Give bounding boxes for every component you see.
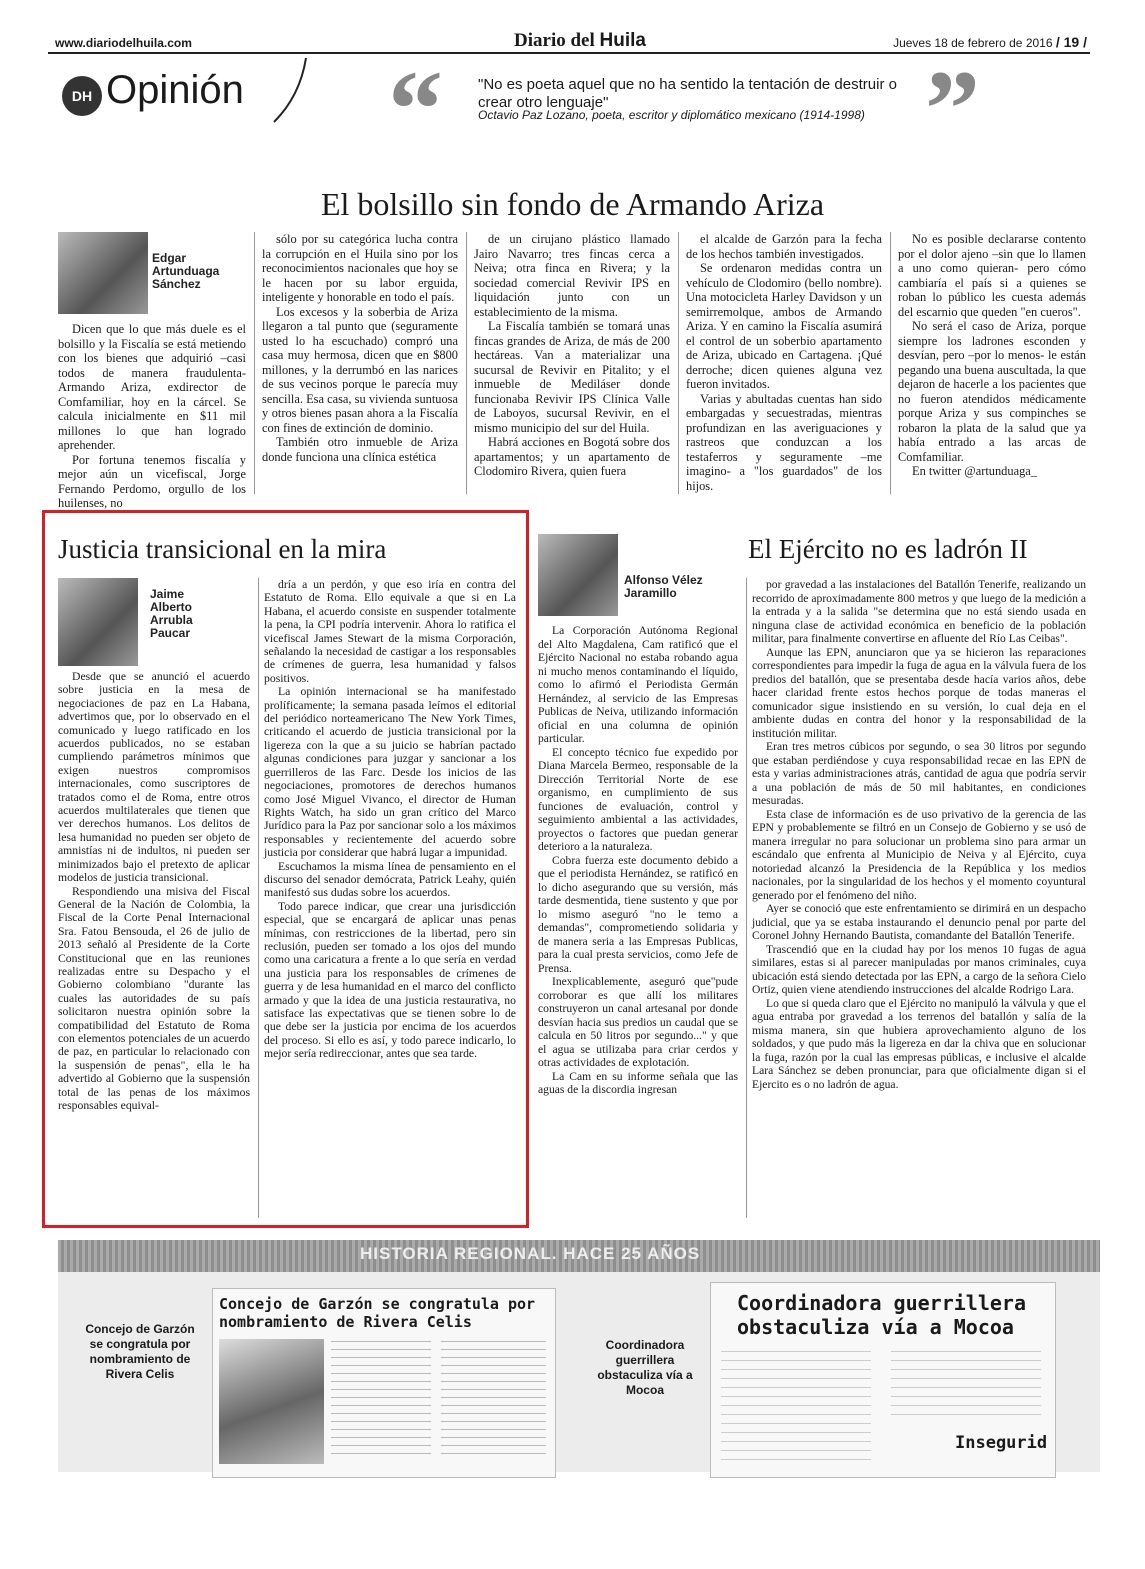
- paper-name-part2: Huila: [599, 30, 646, 51]
- paragraph: Esta clase de información es de uso privativo de la gerencia de las EPN y probablemente se filtró en un Consejo de Gobierno y se usó de manera irregular no para solucionar un problema sino para armar un escándalo que enfrenta al Municipio de Neiva y al Ejército, cuya notoriedad alcanzó la Presidencia de la República y los medios nacionales, por la singularidad de los hechos y el momento coyuntural generado por el fenómeno del niño.: [752, 807, 1086, 902]
- author-line: Jaime: [150, 587, 185, 601]
- paragraph: La opinión internacional se ha manifestado prolíficamente; la semana pasada leímos el editorial del periódico norteamericano The New York Times, criticando el acuerdo de justicia transicional por la ligereza con la que a su juicio se habrían pactado algunas condiciones para juzgar y sancionar a los guerrilleros de las Farc. Desde los inicios de las negociaciones, promotores de derechos humanos como José Miguel Vivanco, el director de Human Rights Watch, ha sido un gran crítico del Marco Jurídico para la Paz por sancionar solo a los máximos responsables y recientemente del acuerdo sobre justicia por considerar que habrá lugar a impunidad.: [264, 685, 516, 860]
- column-divider: [678, 232, 679, 494]
- column-divider: [890, 232, 891, 494]
- article2-column-1: [58, 670, 250, 1112]
- article1-headline: El bolsillo sin fondo de Armando Ariza: [320, 186, 825, 222]
- paragraph: de un cirujano plástico llamado Jairo Navarro; tres fincas cerca a Neiva; otra finca en Rivera; y la sociedad comercial Revivir IPS en liquidación junto con un establecimiento de la misma.: [474, 232, 670, 319]
- column-divider: [258, 578, 259, 1218]
- clipping-caption: Concejo de Garzón se congratula por nombramiento de Rivera Celis: [85, 1322, 195, 1381]
- paragraph: La Cam en su informe señala que las aguas de la discordia ingresan: [538, 1069, 738, 1096]
- paragraph: También otro inmueble de Ariza donde funciona una clínica estética: [262, 435, 458, 464]
- paragraph: el alcalde de Garzón para la fecha de los hechos también investigados.: [686, 232, 882, 261]
- paragraph: Cobra fuerza este documento debido a que el periodista Hernández, se ratificó en lo dicho asegurando que su versión, más tarde desmentida, tiene sustento y que por lo mismo aseguró "no le temo a demandas", comprometiendo solidaria y de manera seria a las Empresas Publicas, para la cual presta servicios, como Jefe de Prensa.: [538, 853, 738, 975]
- paragraph: Dicen que lo que más duele es el bolsillo y la Fiscalía se está metiendo con los bienes que adquirió –casi todos de manera fraudulenta- Armando Ariza, exdirector de Comfamiliar, hoy en la cárcel. Se calcula inicialmente en $11 mil millones lo que han logrado aprehender.: [58, 322, 246, 452]
- clipping-photo: [219, 1339, 324, 1464]
- dh-logo: DH: [62, 76, 102, 116]
- article3-headline: El Ejército no es ladrón II: [748, 534, 1028, 564]
- author-line: Paucar: [150, 626, 191, 640]
- paragraph: Varias y abultadas cuentas han sido embargadas y secuestradas, mientras profundizan en las averiguaciones y rastreos que conduzcan a los testaferros y seguramente –me imagino- a "los guardados" de los hijos.: [686, 391, 882, 493]
- article1-column-3: [474, 232, 670, 479]
- paragraph: Todo parece indicar, que crear una jurisdicción especial, que se encargará de aplicar unas penas mínimas, con restricciones de la libertad, pero sin reclusión, pueden ser tomado a los ojos del mundo como una caricatura a frente a lo que sería en verdad una justicia para los responsables de crímenes de guerra y de lesa humanidad en el marco del conflicto armado y que la idea de una justicia restaurativa, no satisface las expectativas que se tienen sobre lo de que debe ser la justicia por encima de los acuerdos del proceso. Si ello es así, y todo parece indicarlo, lo mejor sería redireccionar, antes que sea tarde.: [264, 899, 516, 1061]
- article2-column-2: [264, 578, 516, 1061]
- clipping-headline: Coordinadora guerrillera obstaculiza vía a Mocoa: [737, 1291, 1026, 1339]
- paragraph: No es posible declararse contento por el dolor ajeno –sin que lo llamen a uno como quieran- pero cómo cambiaría el país si a quienes se roban lo público les cuesta además del escarnio que queden "en cueros".: [898, 232, 1086, 319]
- author-photo: [538, 534, 618, 616]
- paragraph: Eran tres metros cúbicos por segundo, o sea 30 litros por segundo que estaban perdiéndose y cuya responsabilidad recae en las EPN de esta y varias administraciones atrás, cantidad de agua que podría servir a una población de más de 50 mil habitantes, en condiciones mesuradas.: [752, 740, 1086, 807]
- paragraph: sólo por su categórica lucha contra la corrupción en el Huila sino por los reconocimientos nacionales que hoy se le hacen por su labor erguida, inteligente y honorable en todo el país.: [262, 232, 458, 304]
- paper-name-part1: Diario del: [514, 30, 595, 51]
- paragraph: Inexplicablemente, aseguró que"pude corroborar es que allí los militares construyeron un canal artesanal por donde desvían hacia sus predios un caudal que se calcula en 50 litros por segundo..." y que el agua se utilizaba para criar cerdos y otras actividades de explotación.: [538, 975, 738, 1069]
- clipping-body-text: [891, 1351, 1041, 1421]
- paragraph: Se ordenaron medidas contra un vehículo de Clodomiro (bello nombre). Una motocicleta Harley Davidson y un semirremolque, ambos de Armando Ariza. Y en camino la Fiscalía asumirá el control de un soberbio apartamento de Ariza, ubicado en Cartagena. ¡Qué derroche; dicen quienes alguna vez fueron invitados.: [686, 261, 882, 391]
- paragraph: Respondiendo una misiva del Fiscal General de la Nación de Colombia, la Fiscal de la Corte Penal Internacional Sra. Fatou Bensouda, el 26 de julio de 2013 señaló al Presidente de la Corte Constitucional que en las reuniones realizadas entre su Despacho y el Gobierno colombiano "durante las cuales las autoridades de su país solicitaron nuestra opinión sobre la compatibilidad del Estatuto de Roma con elementos potenciales de un acuerdo de paz, en particular lo relacionado con la suspensión de penas", ella le ha advertido al Gobierno que la suspensión total de las penas de los máximos responsables equival-: [58, 884, 250, 1112]
- clipping-headline: Concejo de Garzón se congratula por nombramiento de Rivera Celis: [219, 1295, 536, 1331]
- paragraph: En twitter @artunduaga_: [912, 464, 1037, 478]
- clipping-body-text: [441, 1341, 546, 1461]
- column-divider: [746, 578, 747, 1218]
- paragraph: dría a un perdón, y que eso iría en contra del Estatuto de Roma. Ello equivale a que si en La Habana, el acuerdo consiste en suspender totalmente la pena, la CPI podría intervenir. Ahora lo ratifica el vicefiscal James Stewart de la misma Corporación, señalando la necesidad de castigar a los responsables de crímenes de guerra, lesa humanidad y falsos positivos.: [264, 578, 516, 685]
- page-number: / 19 /: [1055, 34, 1087, 50]
- paragraph: Trascendió que en la ciudad hay por los menos 10 fugas de agua similares, estas si al parecer manipuladas por manos criminales, cuya ubicación está siendo detectada por las EPN, a cargo de la señora Cielo Ortiz, quien viene atendiendo instrucciones del alcalde Rodrigo Lara.: [752, 942, 1086, 996]
- paragraph: Escuchamos la misma línea de pensamiento en el discurso del senador demócrata, Patrick Leahy, quién manifestó sus dudas sobre los acuerdos.: [264, 859, 516, 900]
- section-title: Opinión: [106, 68, 244, 112]
- open-quote-icon: “: [388, 48, 443, 170]
- paragraph: Ayer se conoció que este enfrentamiento se dirimirá en un despacho judicial, que ya se estaba instaurando el denuncio penal por parte del Coronel Johny Hernando Bautista, comandante del Batallón Tenerife.: [752, 902, 1086, 942]
- clipping-body-text: [331, 1341, 431, 1461]
- close-quote-icon: ”: [925, 48, 980, 170]
- article3-column-1: [538, 624, 738, 1097]
- quote-source: Octavio Paz Lozano, poeta, escritor y diplomático mexicano (1914-1998): [478, 108, 865, 122]
- author-photo: [58, 578, 138, 666]
- paragraph: por gravedad a las instalaciones del Batallón Tenerife, realizando un recorrido de aproximadamente 800 metros y que luego de la medición a la entrada y a la salida "se determina que no está siendo usada en ninguna clase de actividad económica en beneficio de la población militar, para finalmente convertirse en afluente del Río Las Ceibas".: [752, 578, 1086, 645]
- article1-column-5: [898, 232, 1086, 479]
- article2-headline: Justicia transicional en la mira: [58, 534, 387, 564]
- paragraph: Por fortuna tenemos fiscalía y mejor aún un vicefiscal, Jorge Fernando Perdomo, orgullo de los huilenses, no: [58, 452, 246, 510]
- article1-column-1: [58, 322, 246, 511]
- paragraph: Los excesos y la soberbia de Ariza llegaron a tal punto que (seguramente usted lo ha escuchado) compró una casa muy hermosa, dicen que en $800 millones, y la derrumbó en las narices de sus vecinos porque le parecía muy sencilla. Esa casa, su vivienda suntuosa y otros bienes pasan ahora a la Fiscalía con fines de extinción de dominio.: [262, 304, 458, 435]
- author-line: Jaramillo: [624, 586, 677, 600]
- paragraph: El concepto técnico fue expedido por Diana Marcela Bermeo, responsable de la Dirección Territorial Norte de ese organismo, en cumplimiento de sus funciones de evaluación, control y seguimiento ambiental a las actividades, proyectos o factores que puedan generar deterioro a la naturaleza.: [538, 745, 738, 853]
- paragraph: Aunque las EPN, anunciaron que ya se hicieron las reparaciones correspondientes para impedir la fuga de agua en la válvula fuera de los predios del batallón, que se presentaba desde hacía varios años, debe hacer claridad frente estos hechos porque de todas maneras el comunicador sigue insistiendo en su versión, lo cual deja en el ambiente dudas en contra del honor y la responsabilidad de la institución militar.: [752, 645, 1086, 740]
- clipping-footer: Insegurid: [955, 1433, 1048, 1453]
- article3-column-2: [752, 578, 1086, 1091]
- article1-column-4: [686, 232, 882, 493]
- paragraph: No será el caso de Ariza, porque siempre los ladrones esconden y desvían, pero –por lo menos- le están pegando una buena auscultada, la que dejaron de hacerle a los pacientes que no fueron atendidos médicamente porque Ariza y sus compinches se robaron la plata de la salud que ya había entrado a las arcas de Comfamiliar.: [898, 319, 1086, 464]
- author-line: Artunduaga: [152, 264, 220, 278]
- article1-author: [152, 252, 250, 291]
- author-line: Sánchez: [152, 277, 201, 291]
- article3-author: [624, 574, 724, 600]
- clipping-caption: Coordinadora guerrillera obstaculiza vía a Mocoa: [597, 1338, 693, 1397]
- article1-column-2: [262, 232, 458, 464]
- site-url[interactable]: www.diariodelhuila.com: [55, 36, 192, 50]
- author-line: Alberto: [150, 600, 192, 614]
- clipping-body-text: [721, 1351, 871, 1461]
- column-divider: [466, 232, 467, 494]
- paragraph: La Fiscalía también se tomará unas fincas grandes de Ariza, de más de 200 hectáreas. Van a materializar una sucursal de Revivir en Pitalito; y el inmueble de Mediláser donde funcionaba Revivir IPS Clínica Valle de Laboyos, sucursal Revivir, en el mismo municipio del sur del Huila.: [474, 319, 670, 435]
- quote-text: "No es poeta aquel que no ha sentido la tentación de destruir o crear otro lenguaje": [478, 76, 897, 111]
- paper-name: [460, 30, 700, 52]
- paragraph: Habrá acciones en Bogotá sobre dos apartamentos; y un apartamento de Clodomiro Rivera, quien fuera: [474, 435, 670, 478]
- article2-author: [150, 588, 250, 640]
- author-line: Edgar: [152, 251, 187, 265]
- historic-clipping: [212, 1288, 556, 1478]
- paragraph: Lo que si queda claro que el Ejército no manipuló la válvula y que el agua entraba por gravedad a los terrenos del batallón y salía de la misma manera, sin que hubiera aprovechamiento alguno de los soldados, y que pudo más la ligereza en dar la chiva que en solucionar la fuga, razón por la cual las empresas públicas, e inclusive el alcalde Lara Sánchez se deben pronunciar, para que oficialmente digan si el Ejercito es o no ladrón de agua.: [752, 996, 1086, 1091]
- column-divider: [254, 232, 255, 494]
- historic-clipping: [710, 1282, 1056, 1478]
- decorative-slash: [270, 56, 310, 126]
- date-text: Jueves 18 de febrero de 2016: [893, 36, 1053, 50]
- paragraph: Desde que se anunció el acuerdo sobre justicia en la mesa de negociaciones de paz en La Habana, advertimos que, por lo observado en el comunicado y luego ratificado en los acuerdos publicados, no se estaban cumpliendo parámetros mínimos que exigen nuestros compromisos internacionales, como suscriptores de tratados como el de Roma, entre otros acuerdos multilaterales que tienen que ver derechos humanos. Los delitos de lesa humanidad no pueden ser objeto de amnistías ni de indultos, ni pueden ser minimizados bajo el pretexto de aplicar modelos de justicia transicional.: [58, 670, 250, 885]
- issue-date: [893, 34, 1087, 50]
- history-title: HISTORIA REGIONAL. HACE 25 AÑOS: [360, 1244, 701, 1263]
- author-photo: [58, 232, 148, 314]
- author-line: Alfonso Vélez: [624, 573, 703, 587]
- author-line: Arrubla: [150, 613, 193, 627]
- paragraph: La Corporación Autónoma Regional del Alto Magdalena, Cam ratificó que el Ejército Nacional no estaba robando agua ni mucho menos contaminando el líquido, como lo afirmó el Periodista Germán Hernández, al servicio de las Empresas Publicas de Neiva, utilizando información oficial en una columna de opinión particular.: [538, 624, 738, 745]
